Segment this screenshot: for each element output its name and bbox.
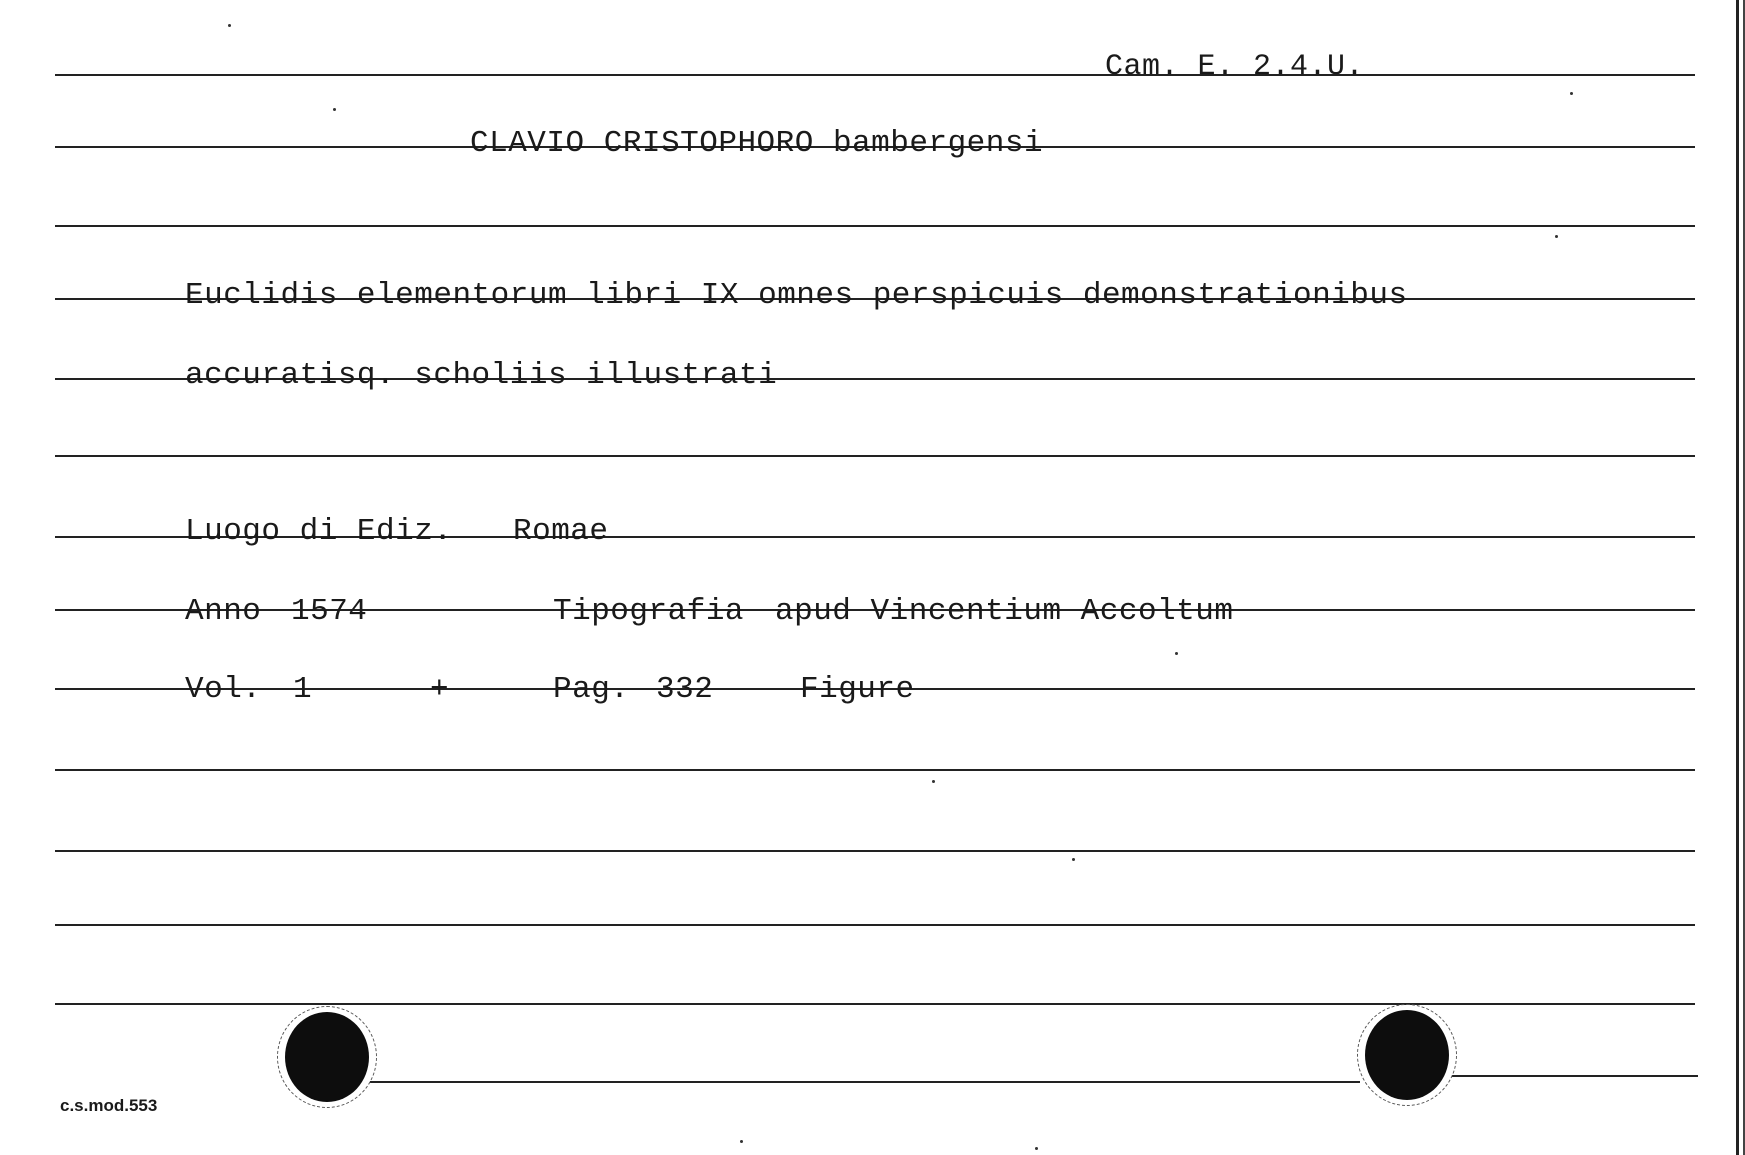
volume-label: Vol. [185, 672, 262, 707]
ruled-line [55, 455, 1695, 457]
year-label: Anno [185, 594, 262, 629]
speck [1035, 1147, 1038, 1150]
ruled-line-bottom-right [1452, 1075, 1698, 1077]
ruled-line [55, 924, 1695, 926]
title-line-2: accuratisq. scholiis illustrati [185, 358, 778, 393]
ruled-line-bottom-left [370, 1081, 1360, 1083]
speck [1072, 858, 1075, 861]
printer-label: Tipografia [553, 594, 745, 629]
punch-hole-left [285, 1012, 369, 1102]
plus-sign: + [430, 672, 450, 707]
pages-label: Pag. [553, 672, 630, 707]
place-label: Luogo di Ediz. [185, 514, 453, 549]
shelfmark: Cam. E. 2.4.U. [1105, 50, 1365, 84]
form-code: c.s.mod.553 [60, 1096, 158, 1115]
speck [333, 108, 336, 111]
title-line-1: Euclidis elementorum libri IX omnes perspicuis demonstrationibus [185, 278, 1408, 313]
volume-value: 1 [293, 672, 313, 707]
punch-hole-right [1365, 1010, 1449, 1100]
author-heading: CLAVIO CRISTOPHORO bambergensi [470, 126, 1044, 161]
place-value: Romae [513, 514, 609, 549]
speck [1555, 235, 1558, 238]
ruled-line [55, 850, 1695, 852]
card-right-edge [1736, 0, 1739, 1155]
pages-value: 332 [656, 672, 714, 707]
figures-label: Figure [800, 672, 915, 707]
speck [1175, 652, 1178, 655]
speck [932, 780, 935, 783]
printer-value: apud Vincentium Accoltum [775, 594, 1234, 629]
ruled-line [55, 74, 1695, 76]
ruled-line [55, 769, 1695, 771]
speck [1570, 92, 1573, 95]
speck [740, 1140, 743, 1143]
year-value: 1574 [291, 594, 368, 629]
speck [228, 24, 231, 27]
ruled-line [55, 225, 1695, 227]
ruled-line [55, 1003, 1695, 1005]
